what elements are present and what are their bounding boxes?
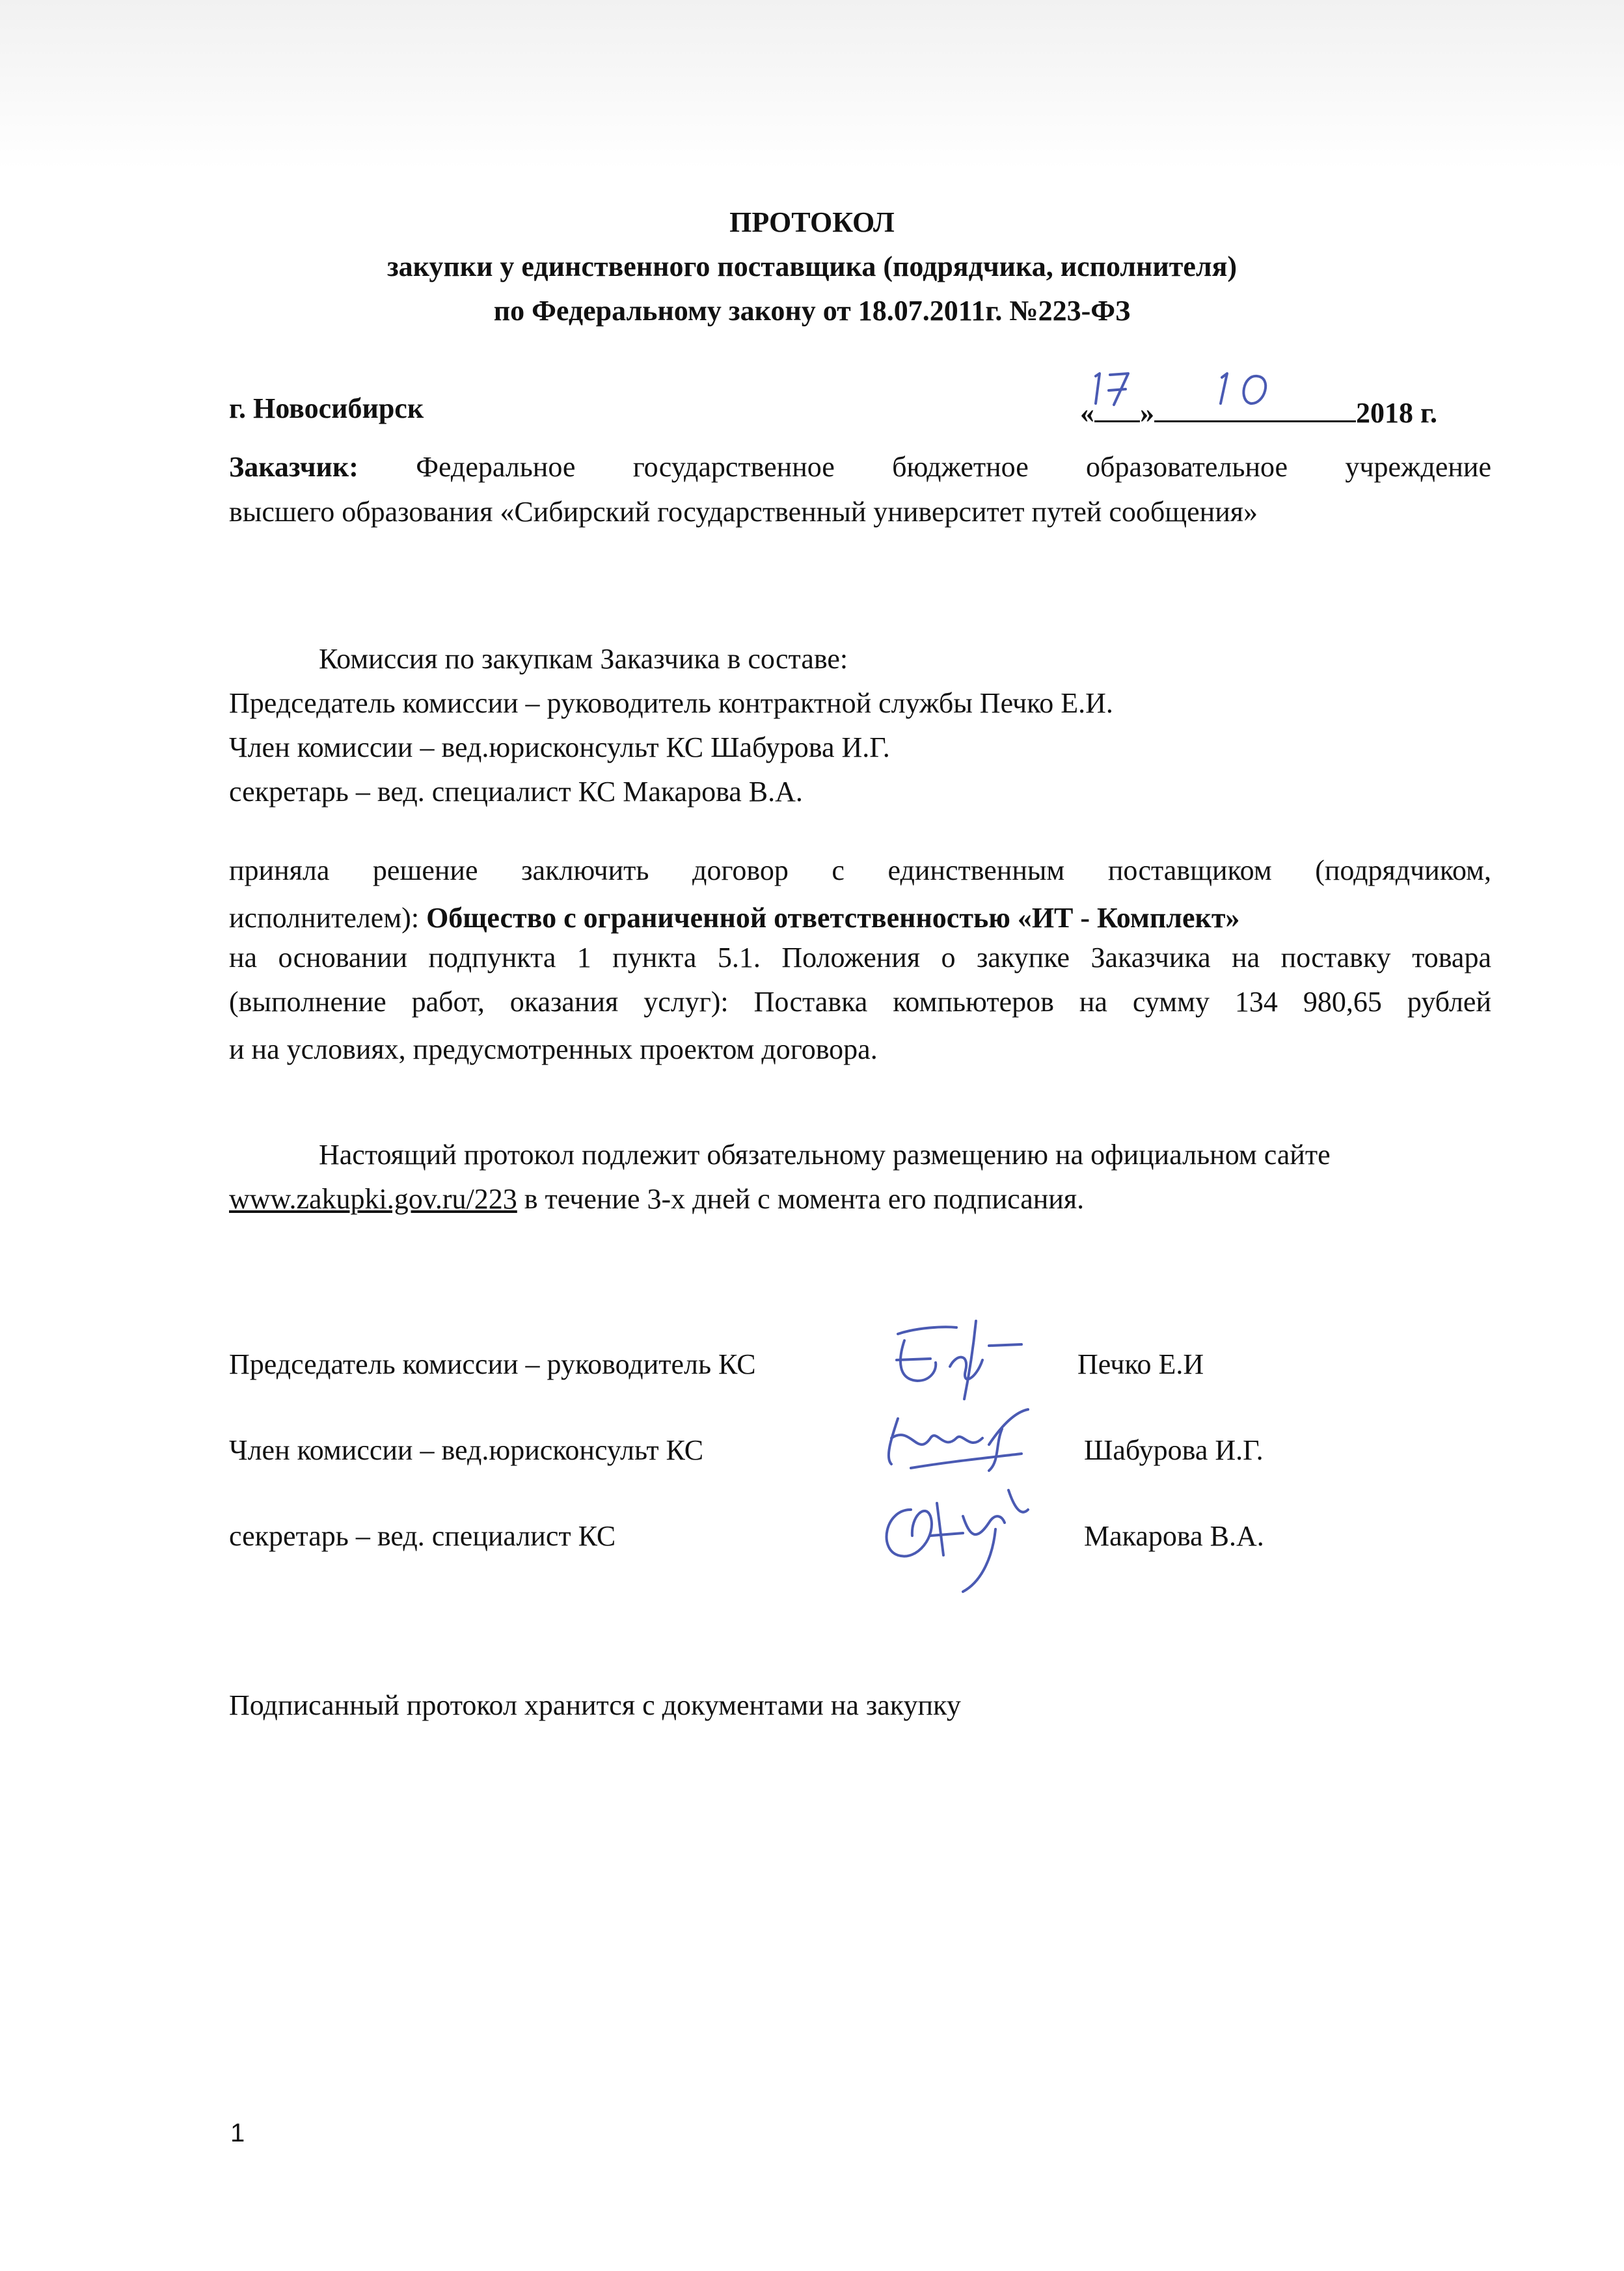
commission-member-3: секретарь – вед. специалист КС Макарова В.А. [229, 776, 803, 808]
decision-line-5: и на условиях, предусмотренных проектом договора. [229, 1033, 878, 1065]
customer-line-1 [229, 450, 1491, 489]
commission-member-2: Член комиссии – вед.юрисконсульт КС Шабурова И.Г. [229, 731, 890, 763]
signature-3 [865, 1477, 1041, 1601]
signature-2 [872, 1399, 1041, 1484]
document-subtitle-1: закупки у единственного поставщика (подрядчика, исполнителя) [386, 251, 1238, 282]
decision-line-2-prefix: исполнителем): [229, 902, 427, 934]
signature-1 [878, 1308, 1028, 1406]
handwritten-month [1210, 362, 1288, 416]
signature-name-1: Печко Е.И [1077, 1348, 1204, 1380]
storage-note: Подписанный протокол хранится с документами на закупку [229, 1689, 961, 1721]
signature-role-3: секретарь – вед. специалист КС [229, 1520, 616, 1552]
commission-intro: Комиссия по закупкам Заказчика в составе: [319, 643, 848, 675]
date-open-quote: « [1080, 397, 1094, 429]
document-title: ПРОТОКОЛ [729, 206, 895, 238]
zakupki-link[interactable]: www.zakupki.gov.ru/223 [229, 1183, 517, 1215]
handwritten-day [1087, 364, 1145, 416]
customer-label: Заказчик: [229, 451, 359, 483]
publication-line-2-rest: в течение 3-х дней с момента его подписания. [517, 1183, 1085, 1215]
customer-line-2: высшего образования «Сибирский государственный университет путей сообщения» [229, 496, 1258, 528]
signature-name-2: Шабурова И.Г. [1084, 1434, 1264, 1466]
signature-role-2: Член комиссии – вед.юрисконсульт КС [229, 1434, 704, 1466]
publication-line-2 [229, 1178, 1084, 1221]
decision-line-1: приняла решение заключить договор с единственным поставщиком (подрядчиком, [229, 854, 1491, 886]
supplier-name: Общество с ограниченной ответственностью «ИТ - Комплект» [426, 902, 1240, 934]
signature-role-1: Председатель комиссии – руководитель КС [229, 1348, 756, 1380]
page-number: 1 [230, 2119, 245, 2147]
city: г. Новосибирск [229, 392, 424, 424]
decision-line-4: (выполнение работ, оказания услуг): Поставка компьютеров на сумму 134 980,65 рублей [229, 986, 1491, 1018]
document-subtitle-2: по Федеральному закону от 18.07.2011г. №223-ФЗ [493, 295, 1131, 327]
date-close-quote: » [1140, 397, 1154, 429]
decision-line-3: на основании подпункта 1 пункта 5.1. Положения о закупке Заказчика на поставку товара [229, 942, 1491, 973]
date-year: 2018 г. [1356, 397, 1438, 429]
decision-line-2 [229, 897, 1239, 940]
scan-shading [0, 0, 1624, 169]
publication-line-1: Настоящий протокол подлежит обязательному размещению на официальном сайте [319, 1139, 1331, 1171]
customer-text-1: Федеральное государственное бюджетное образовательное учреждение [416, 451, 1491, 483]
signature-name-3: Макарова В.А. [1084, 1520, 1264, 1552]
commission-member-1: Председатель комиссии – руководитель контрактной службы Печко Е.И. [229, 687, 1113, 719]
